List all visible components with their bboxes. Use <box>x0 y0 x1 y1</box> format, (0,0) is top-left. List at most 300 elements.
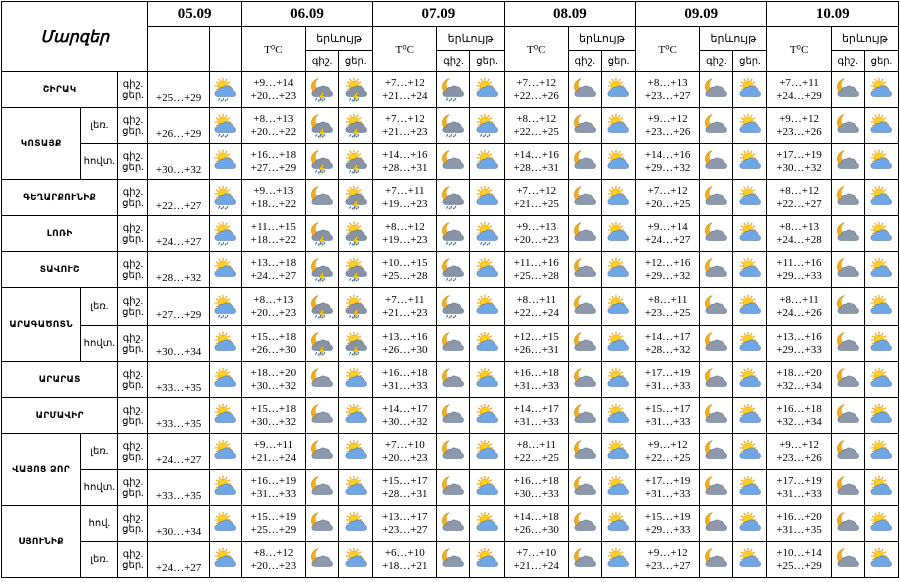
sun-cloud-rain-icon <box>209 72 241 108</box>
partly-sunny-icon <box>601 72 635 108</box>
temp-cell <box>241 506 305 542</box>
temp-cell <box>241 362 305 398</box>
night-temp: +14…+17 <box>644 330 691 343</box>
day-temp: +23…+27 <box>644 89 691 102</box>
night-temp: +17…+19 <box>776 474 822 487</box>
phenomenon-header: երևույթ <box>568 27 635 51</box>
moon-cloud-icon <box>437 362 470 398</box>
day-label: ցեր. <box>122 161 144 173</box>
day-label: ցեր. <box>122 233 144 245</box>
night-temp: +18…+20 <box>776 366 822 379</box>
day-temp: +30…+32 <box>776 161 822 174</box>
temp-header: T⁰C <box>767 27 831 72</box>
terrain-label: հովտ. <box>81 326 118 362</box>
moon-cloud-icon <box>305 434 338 470</box>
night-temp: +8…+12 <box>253 546 294 559</box>
night-temp: +7…+12 <box>384 76 425 89</box>
partly-sunny-icon <box>601 434 635 470</box>
day-temp: +30…+33 <box>513 487 559 500</box>
table-row <box>2 216 899 252</box>
terrain-label: հովտ. <box>81 144 118 180</box>
moon-cloud-icon <box>700 326 733 362</box>
temp-cell <box>636 216 700 252</box>
night-temp: +8…+11 <box>516 438 556 451</box>
terrain-label: հով. <box>81 506 118 542</box>
table-row <box>2 180 899 216</box>
partly-sunny-icon <box>209 506 241 542</box>
moon-cloud-icon <box>437 434 470 470</box>
day-temp: +24…+27 <box>250 269 297 282</box>
temp-cell <box>373 216 437 252</box>
partly-sunny-icon <box>209 252 241 288</box>
day-temp: +31…+33 <box>644 379 691 392</box>
partly-sunny-icon <box>470 434 504 470</box>
moon-cloud-icon <box>568 542 601 578</box>
phenomenon-header: երևույթ <box>437 27 504 51</box>
day-temp: +23…+26 <box>776 125 822 138</box>
temp-cell <box>241 108 305 144</box>
partly-sunny-icon <box>733 108 767 144</box>
night-header: գիշ. <box>831 51 864 72</box>
night-temp: +13…+18 <box>250 256 297 269</box>
day-temp: +31…+33 <box>644 487 691 500</box>
partly-sunny-icon <box>733 470 767 506</box>
day0-temp <box>148 470 209 506</box>
temp-cell <box>504 434 568 470</box>
day-temp: +20…+23 <box>513 233 559 246</box>
day-temp: +29…+33 <box>776 269 822 282</box>
night-label: գիշ. <box>122 548 144 560</box>
terrain-label: լեռ. <box>81 108 118 144</box>
night-label: գիշ. <box>122 258 144 270</box>
time-of-day-label <box>118 144 148 180</box>
temp-header: T⁰C <box>241 27 305 72</box>
temp-cell <box>636 362 700 398</box>
partly-sunny-icon <box>733 252 767 288</box>
sun-cloud-thunderstorm-icon <box>339 180 373 216</box>
day0-temp <box>148 108 209 144</box>
table-row <box>2 72 899 108</box>
partly-sunny-icon <box>864 326 898 362</box>
time-of-day-label <box>118 470 148 506</box>
moon-cloud-thunderstorm-icon <box>305 72 338 108</box>
moon-cloud-icon <box>831 542 864 578</box>
moon-cloud-icon <box>700 288 733 326</box>
night-temp: +16…+19 <box>250 474 297 487</box>
day-temp: +23…+25 <box>644 306 691 319</box>
moon-cloud-rain-icon <box>437 108 470 144</box>
moon-cloud-icon <box>568 288 601 326</box>
day0-temp <box>148 180 209 216</box>
day-label: ցեր. <box>122 89 144 101</box>
moon-cloud-icon <box>831 362 864 398</box>
day-temp: +24…+27 <box>155 453 202 466</box>
night-temp: +9…+12 <box>647 438 688 451</box>
night-temp: +11…+16 <box>776 256 822 269</box>
partly-sunny-icon <box>601 362 635 398</box>
night-temp: +9…+12 <box>647 112 688 125</box>
temp-cell <box>241 470 305 506</box>
moon-cloud-icon <box>437 398 470 434</box>
night-label: գիշ. <box>122 368 144 380</box>
region-name: ՍՅՈՒՆԻՔ <box>2 506 81 578</box>
night-temp: +9…+13 <box>516 220 557 233</box>
sun-cloud-thunderstorm-icon <box>339 72 373 108</box>
day-temp: +18…+21 <box>382 559 428 572</box>
temp-cell <box>373 108 437 144</box>
temp-cell <box>636 288 700 326</box>
day-temp: +18…+22 <box>250 233 297 246</box>
partly-sunny-icon <box>864 72 898 108</box>
time-of-day-label <box>118 72 148 108</box>
moon-cloud-icon <box>568 470 601 506</box>
night-header: գիշ. <box>700 51 733 72</box>
night-temp: +9…+14 <box>647 220 688 233</box>
temp-cell <box>373 470 437 506</box>
moon-cloud-icon <box>831 434 864 470</box>
partly-sunny-icon <box>864 398 898 434</box>
moon-cloud-icon <box>831 398 864 434</box>
region-name: ԿՈՏԱՅՔ <box>2 108 81 180</box>
day-temp: +20…+23 <box>250 89 297 102</box>
table-row <box>2 470 899 506</box>
partly-sunny-icon <box>864 506 898 542</box>
terrain-label: հովտ. <box>81 470 118 506</box>
temp-cell <box>767 180 831 216</box>
moon-cloud-icon <box>831 506 864 542</box>
day-temp: +23…+26 <box>776 451 822 464</box>
temp-cell <box>767 362 831 398</box>
moon-cloud-icon <box>437 542 470 578</box>
partly-sunny-icon <box>470 542 504 578</box>
night-temp: +9…+13 <box>253 184 294 197</box>
night-temp: +10…+15 <box>382 256 428 269</box>
partly-sunny-icon <box>864 144 898 180</box>
temp-cell <box>767 108 831 144</box>
partly-sunny-icon <box>601 288 635 326</box>
temp-cell <box>504 326 568 362</box>
temp-cell <box>767 288 831 326</box>
day-header: ցեր. <box>470 51 504 72</box>
day-temp: +25…+29 <box>776 559 822 572</box>
moon-cloud-icon <box>700 252 733 288</box>
sun-cloud-rain-icon <box>209 108 241 144</box>
day-temp: +22…+25 <box>513 451 559 464</box>
day0-temp <box>148 398 209 434</box>
day-temp: +28…+32 <box>155 271 202 284</box>
temp-cell <box>636 180 700 216</box>
temp-cell <box>373 542 437 578</box>
partly-sunny-icon <box>733 542 767 578</box>
temp-header: T⁰C <box>504 27 568 72</box>
day-temp: +19…+23 <box>382 233 428 246</box>
partly-sunny-icon <box>601 216 635 252</box>
time-of-day-label <box>118 362 148 398</box>
night-label: գիշ. <box>122 114 144 126</box>
time-of-day-label <box>118 398 148 434</box>
partly-sunny-icon <box>209 542 241 578</box>
partly-sunny-icon <box>601 144 635 180</box>
temp-header: T⁰C <box>373 27 437 72</box>
night-temp: +8…+13 <box>253 112 294 125</box>
moon-cloud-icon <box>568 72 601 108</box>
day-temp: +18…+22 <box>250 197 297 210</box>
terrain-label: լեռ. <box>81 288 118 326</box>
day-header: ցեր. <box>339 51 373 72</box>
sun-cloud-thunderstorm-icon <box>339 108 373 144</box>
night-header: գիշ. <box>568 51 601 72</box>
date-header: 07.09 <box>373 2 504 27</box>
day-temp: +23…+27 <box>382 523 428 536</box>
partly-sunny-icon <box>339 542 373 578</box>
sun-cloud-rain-icon <box>209 180 241 216</box>
day0-temp <box>148 362 209 398</box>
region-name: ՎԱՅՈՑ ՁՈՐ <box>2 434 81 506</box>
night-temp: +15…+19 <box>250 510 297 523</box>
night-temp: +8…+11 <box>516 293 556 306</box>
day-temp: +29…+32 <box>644 161 691 174</box>
table-row <box>2 326 899 362</box>
partly-sunny-icon <box>339 398 373 434</box>
day-temp: +33…+35 <box>155 417 202 430</box>
moon-cloud-icon <box>305 180 338 216</box>
night-temp: +11…+15 <box>250 220 296 233</box>
night-temp: +14…+17 <box>382 402 428 415</box>
night-temp: +8…+11 <box>647 293 688 306</box>
temp-cell <box>373 326 437 362</box>
moon-cloud-icon <box>568 216 601 252</box>
day-temp: +20…+25 <box>644 197 691 210</box>
day-temp: +25…+29 <box>155 91 202 104</box>
moon-cloud-icon <box>831 144 864 180</box>
table-row <box>2 542 899 578</box>
moon-cloud-icon <box>700 362 733 398</box>
temp-cell <box>636 252 700 288</box>
sun-cloud-rain-icon <box>470 216 504 252</box>
moon-cloud-icon <box>305 542 338 578</box>
night-header: գիշ. <box>305 51 338 72</box>
date-header: 10.09 <box>767 2 899 27</box>
region-name: ԼՈՌԻ <box>2 216 118 252</box>
region-name: ՏԱՎՈՒՇ <box>2 252 118 288</box>
night-temp: +7…+11 <box>385 184 425 197</box>
partly-sunny-icon <box>601 470 635 506</box>
day-temp: +31…+33 <box>250 487 297 500</box>
partly-sunny-icon <box>601 108 635 144</box>
night-temp: +15…+19 <box>644 510 691 523</box>
temp-cell <box>767 144 831 180</box>
sun-cloud-rain-icon <box>470 108 504 144</box>
time-of-day-label <box>118 542 148 578</box>
moon-cloud-rain-icon <box>437 180 470 216</box>
table-row <box>2 144 899 180</box>
temp-cell <box>504 470 568 506</box>
temp-cell <box>241 72 305 108</box>
empty-cell <box>209 27 241 72</box>
temp-cell <box>241 252 305 288</box>
day-temp: +21…+24 <box>513 559 559 572</box>
day0-temp <box>148 72 209 108</box>
day-temp: +21…+24 <box>382 89 428 102</box>
region-name: ԱՐՄԱՎԻՐ <box>2 398 118 434</box>
night-temp: +8…+11 <box>779 293 819 306</box>
temp-cell <box>504 542 568 578</box>
partly-sunny-icon <box>601 542 635 578</box>
day-temp: +29…+33 <box>644 523 691 536</box>
moon-cloud-icon <box>831 108 864 144</box>
night-temp: +17…+19 <box>776 148 822 161</box>
day-temp: +24…+27 <box>155 561 202 574</box>
moon-cloud-icon <box>568 506 601 542</box>
date-header: 09.09 <box>636 2 767 27</box>
partly-sunny-icon <box>733 434 767 470</box>
day-temp: +26…+29 <box>155 127 202 140</box>
temp-cell <box>241 434 305 470</box>
night-temp: +15…+18 <box>250 330 297 343</box>
day-temp: +26…+31 <box>513 343 559 356</box>
night-label: գիշ. <box>122 476 144 488</box>
moon-cloud-icon <box>700 72 733 108</box>
day-temp: +22…+26 <box>513 89 559 102</box>
partly-sunny-icon <box>470 506 504 542</box>
partly-sunny-icon <box>209 144 241 180</box>
moon-cloud-icon <box>700 434 733 470</box>
day-label: ցեր. <box>122 523 144 535</box>
temp-cell <box>767 72 831 108</box>
moon-cloud-icon <box>437 470 470 506</box>
moon-cloud-thunderstorm-icon <box>305 288 338 326</box>
day-temp: +20…+23 <box>382 451 428 464</box>
day-temp: +26…+30 <box>513 523 559 536</box>
moon-cloud-rain-icon <box>437 252 470 288</box>
partly-sunny-icon <box>733 216 767 252</box>
partly-sunny-icon <box>601 180 635 216</box>
moon-cloud-icon <box>568 362 601 398</box>
night-temp: +9…+12 <box>779 112 820 125</box>
temp-cell <box>767 398 831 434</box>
night-temp: +9…+12 <box>779 438 820 451</box>
temp-cell <box>504 216 568 252</box>
date-header: 05.09 <box>148 2 241 27</box>
day-temp: +33…+35 <box>155 381 202 394</box>
night-temp: +9…+12 <box>647 546 688 559</box>
night-temp: +16…+18 <box>382 366 428 379</box>
day0-temp <box>148 326 209 362</box>
partly-sunny-icon <box>864 108 898 144</box>
empty-cell <box>148 27 209 72</box>
region-name: ՇԻՐԱԿ <box>2 72 118 108</box>
temp-cell <box>504 288 568 326</box>
moon-cloud-icon <box>831 326 864 362</box>
partly-sunny-icon <box>864 180 898 216</box>
day-temp: +25…+28 <box>513 269 559 282</box>
day-header: ցեր. <box>864 51 898 72</box>
moon-cloud-rain-icon <box>437 216 470 252</box>
night-temp: +14…+16 <box>513 148 559 161</box>
temp-cell <box>504 72 568 108</box>
night-temp: +8…+13 <box>779 220 820 233</box>
moon-cloud-icon <box>305 506 338 542</box>
night-temp: +14…+17 <box>513 402 559 415</box>
moon-cloud-icon <box>831 288 864 326</box>
temp-cell <box>767 326 831 362</box>
partly-sunny-icon <box>470 180 504 216</box>
sun-cloud-thunderstorm-icon <box>339 216 373 252</box>
night-temp: +10…+14 <box>776 546 822 559</box>
partly-sunny-icon <box>733 72 767 108</box>
partly-sunny-icon <box>339 434 373 470</box>
day-temp: +21…+23 <box>382 306 428 319</box>
day-temp: +30…+32 <box>250 415 297 428</box>
phenomenon-header: երևույթ <box>831 27 898 51</box>
sun-cloud-rain-icon <box>209 288 241 326</box>
day-label: ցեր. <box>122 451 144 463</box>
night-temp: +16…+18 <box>513 474 559 487</box>
time-of-day-label <box>118 108 148 144</box>
night-temp: +18…+20 <box>250 366 297 379</box>
day-temp: +21…+25 <box>513 197 559 210</box>
partly-sunny-icon <box>601 506 635 542</box>
partly-sunny-icon <box>864 216 898 252</box>
partly-sunny-icon <box>470 326 504 362</box>
night-temp: +7…+11 <box>385 293 425 306</box>
moon-cloud-icon <box>568 108 601 144</box>
temp-cell <box>504 362 568 398</box>
temp-cell <box>373 434 437 470</box>
moon-cloud-rain-icon <box>437 72 470 108</box>
day0-temp <box>148 252 209 288</box>
night-temp: +14…+16 <box>644 148 691 161</box>
night-header: գիշ. <box>437 51 470 72</box>
moon-cloud-icon <box>305 470 338 506</box>
day-temp: +24…+27 <box>155 235 202 248</box>
temp-cell <box>241 326 305 362</box>
day-temp: +31…+35 <box>776 523 822 536</box>
moon-cloud-thunderstorm-icon <box>305 326 338 362</box>
partly-sunny-icon <box>470 470 504 506</box>
night-temp: +17…+19 <box>644 474 691 487</box>
terrain-label: լեռ. <box>81 542 118 578</box>
temp-cell <box>504 506 568 542</box>
temp-cell <box>241 398 305 434</box>
day0-temp <box>148 542 209 578</box>
day-temp: +22…+25 <box>644 451 691 464</box>
night-label: գիշ. <box>122 332 144 344</box>
moon-cloud-icon <box>568 326 601 362</box>
moon-cloud-icon <box>831 72 864 108</box>
moon-cloud-icon <box>437 326 470 362</box>
day-label: ցեր. <box>122 269 144 281</box>
night-temp: +16…+18 <box>250 148 297 161</box>
temp-cell <box>373 72 437 108</box>
night-temp: +17…+19 <box>644 366 691 379</box>
day-temp: +27…+29 <box>250 161 297 174</box>
moon-cloud-thunderstorm-icon <box>305 216 338 252</box>
table-row <box>2 108 899 144</box>
moon-cloud-icon <box>568 144 601 180</box>
day-temp: +30…+34 <box>155 345 202 358</box>
night-temp: +16…+18 <box>776 402 822 415</box>
partly-sunny-icon <box>470 398 504 434</box>
night-temp: +7…+12 <box>516 76 557 89</box>
night-label: գիշ. <box>122 404 144 416</box>
moon-cloud-icon <box>831 216 864 252</box>
moon-cloud-icon <box>568 434 601 470</box>
partly-sunny-icon <box>209 470 241 506</box>
partly-sunny-icon <box>209 362 241 398</box>
night-temp: +13…+17 <box>382 510 428 523</box>
partly-sunny-icon <box>733 180 767 216</box>
